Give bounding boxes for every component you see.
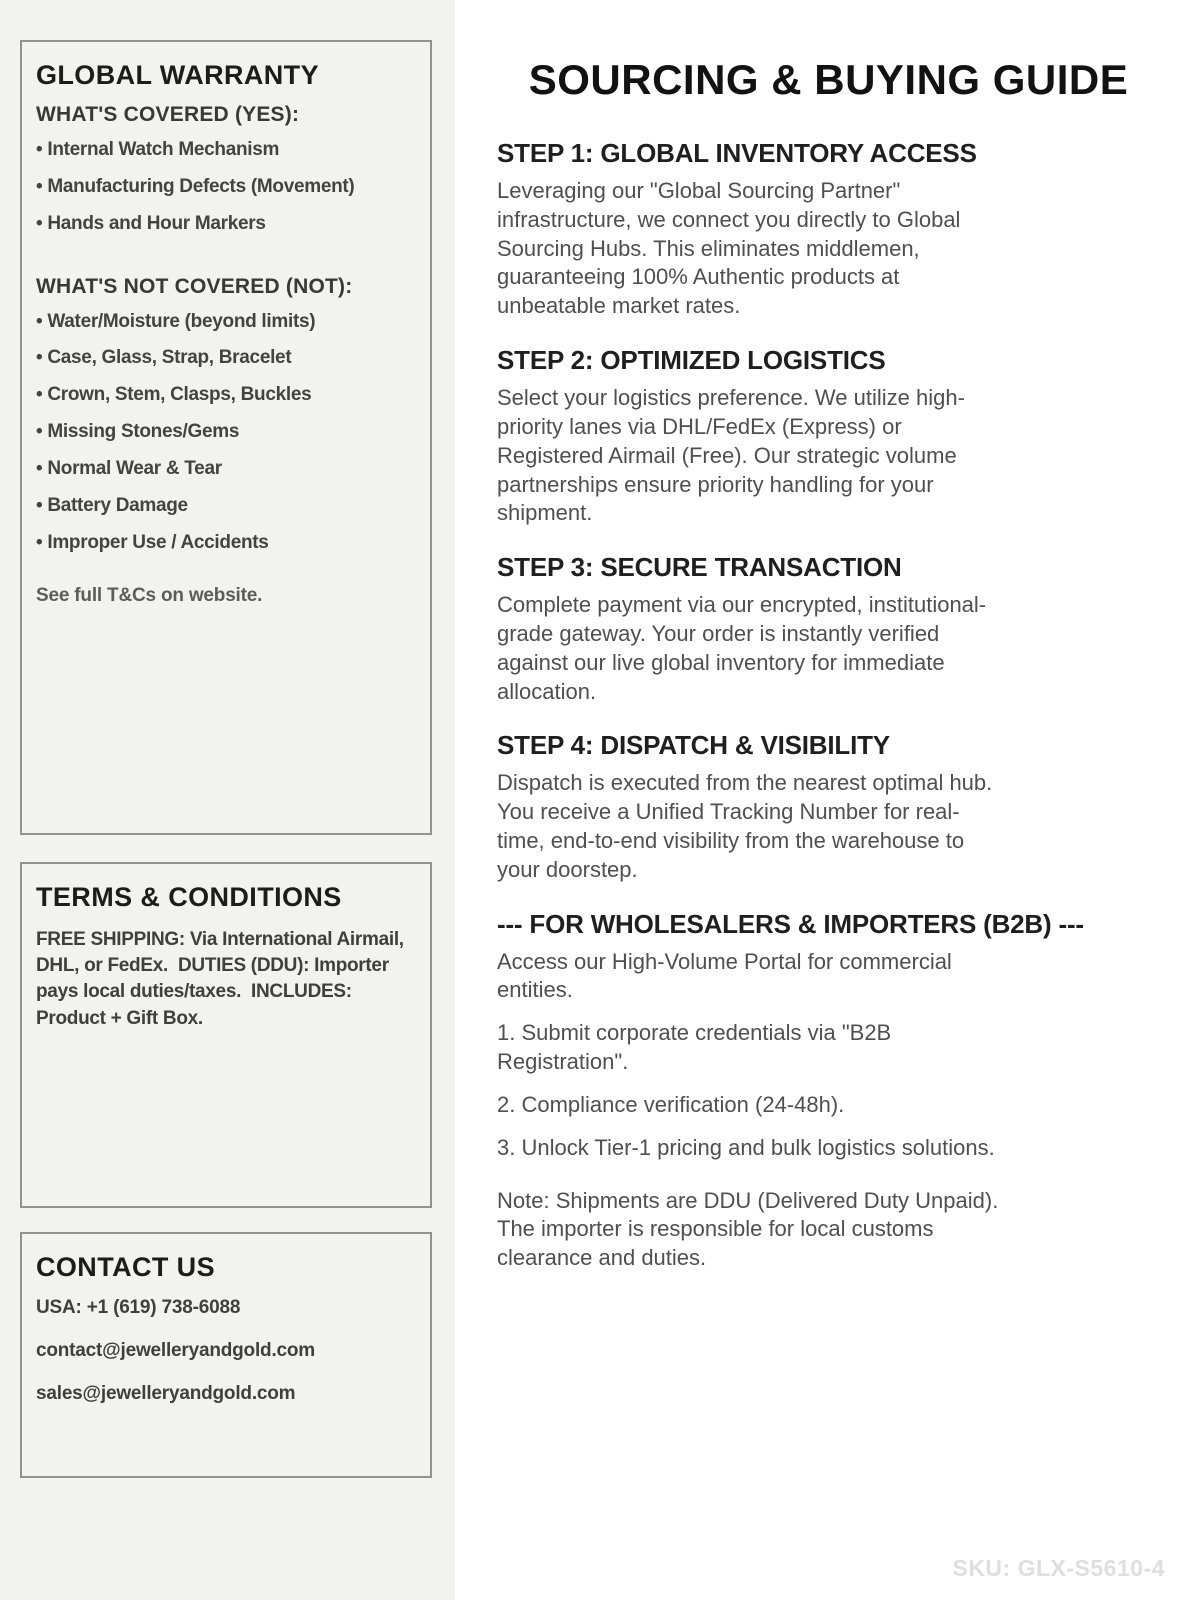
list-item: • Missing Stones/Gems xyxy=(36,421,416,443)
b2b-step-3: 3. Unlock Tier-1 pricing and bulk logistics solutions. xyxy=(497,1134,995,1160)
list-item: • Manufacturing Defects (Movement) xyxy=(36,176,416,198)
terms-title: TERMS & CONDITIONS xyxy=(36,882,342,912)
b2b-note: Note: Shipments are DDU (Delivered Duty Unpaid). The importer is responsible for local customs clearance and duties. xyxy=(497,1187,999,1271)
step-4-heading: STEP 4: DISPATCH & VISIBILITY xyxy=(497,730,890,761)
terms-conditions-box xyxy=(20,862,432,1208)
not-covered-heading: WHAT'S NOT COVERED (NOT): xyxy=(36,274,353,298)
step-2-heading: STEP 2: OPTIMIZED LOGISTICS xyxy=(497,345,886,376)
step-3-heading: STEP 3: SECURE TRANSACTION xyxy=(497,552,902,583)
not-covered-list xyxy=(36,311,416,554)
list-item: • Case, Glass, Strap, Bracelet xyxy=(36,347,416,369)
b2b-section xyxy=(497,909,1160,1273)
contact-title: CONTACT US xyxy=(36,1252,215,1282)
list-item: • Internal Watch Mechanism xyxy=(36,139,416,161)
b2b-intro: Access our High-Volume Portal for commercial entities. xyxy=(497,948,952,1003)
warranty-footnote: See full T&Cs on website. xyxy=(36,585,263,607)
step-2-body: Select your logistics preference. We utilize high-priority lanes via DHL/FedEx (Express) or Registered Airmail (Free). Our strategic volume partnerships ensure priority handling for your shipment. xyxy=(497,385,965,526)
sku-label: SKU: GLX-S5610-4 xyxy=(952,1555,1165,1581)
step-1-heading: STEP 1: GLOBAL INVENTORY ACCESS xyxy=(497,138,977,168)
page-title: SOURCING & BUYING GUIDE xyxy=(528,56,1129,103)
b2b-step-1: 1. Submit corporate credentials via "B2B Registration". xyxy=(497,1020,892,1075)
global-warranty-box xyxy=(20,40,432,835)
list-item: • Battery Damage xyxy=(36,495,416,517)
step-2-section xyxy=(497,345,1160,528)
main-content xyxy=(455,0,1200,1600)
list-item: • Hands and Hour Markers xyxy=(36,213,416,235)
terms-body: FREE SHIPPING: Via International Airmail, DHL, or FedEx. DUTIES (DDU): Importer pays local duties/taxes. INCLUDES: Product + Gift Box. xyxy=(36,929,409,1029)
sidebar xyxy=(0,0,456,1600)
contact-email-primary: contact@jewelleryandgold.com xyxy=(36,1340,315,1361)
covered-list xyxy=(36,139,416,235)
list-item: • Water/Moisture (beyond limits) xyxy=(36,311,416,333)
covered-heading: WHAT'S COVERED (YES): xyxy=(36,103,300,126)
step-1-section xyxy=(497,138,1160,321)
list-item: • Crown, Stem, Clasps, Buckles xyxy=(36,384,416,406)
b2b-step-2: 2. Compliance verification (24-48h). xyxy=(497,1091,845,1117)
list-item: • Improper Use / Accidents xyxy=(36,532,416,554)
step-3-section xyxy=(497,552,1160,706)
list-item: • Normal Wear & Tear xyxy=(36,458,416,480)
b2b-heading: --- FOR WHOLESALERS & IMPORTERS (B2B) --- xyxy=(497,908,1084,939)
contact-us-box xyxy=(20,1232,432,1478)
step-4-body: Dispatch is executed from the nearest optimal hub. You receive a Unified Tracking Number for real-time, end-to-end visibility from the warehouse to your doorstep. xyxy=(497,770,993,882)
contact-phone: USA: +1 (619) 738-6088 xyxy=(36,1297,241,1318)
step-3-body: Complete payment via our encrypted, institutional-grade gateway. Your order is instantly verified against our live global inventory for immediate allocation. xyxy=(497,592,987,704)
step-4-section xyxy=(497,730,1160,884)
warranty-title: GLOBAL WARRANTY xyxy=(36,60,319,90)
step-1-body: Leveraging our "Global Sourcing Partner" infrastructure, we connect you directly to Global Sourcing Hubs. This eliminates middlemen, guaranteeing 100% Authentic products at unbeatable market rates. xyxy=(497,178,961,319)
contact-email-sales: sales@jewelleryandgold.com xyxy=(36,1383,296,1404)
